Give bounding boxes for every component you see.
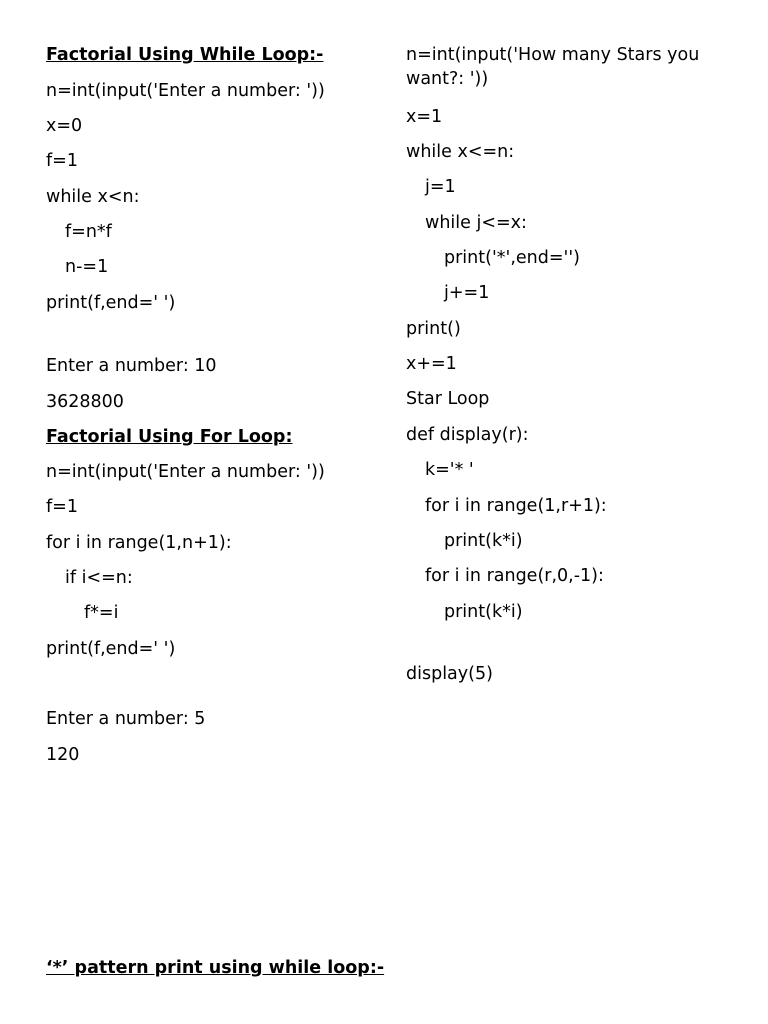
code-line: f=1 bbox=[46, 151, 78, 171]
code-line: k='* ' bbox=[425, 460, 474, 480]
code-line: print(k*i) bbox=[444, 602, 523, 622]
heading-pattern-while: ‘*’ pattern print using while loop:- bbox=[46, 958, 385, 978]
code-line: f*=i bbox=[84, 603, 119, 623]
code-line-input-prompt: n=int(input('How many Stars you want?: ')) bbox=[406, 45, 700, 89]
code-line: j+=1 bbox=[444, 283, 490, 303]
code-line: print(f,end=' ') bbox=[46, 639, 176, 659]
code-line: print(f,end=' ') bbox=[46, 293, 176, 313]
code-line: j=1 bbox=[425, 177, 456, 197]
code-line: f=n*f bbox=[65, 222, 112, 242]
output-line: Enter a number: 5 bbox=[46, 709, 206, 729]
code-line: print(k*i) bbox=[444, 531, 523, 551]
code-line: print('*',end='') bbox=[444, 248, 580, 268]
code-line: print() bbox=[406, 319, 461, 339]
code-line: for i in range(1,n+1): bbox=[46, 533, 232, 553]
code-line: n-=1 bbox=[65, 257, 109, 277]
code-line: if i<=n: bbox=[65, 568, 133, 588]
code-line: x=1 bbox=[406, 107, 443, 127]
code-line: while x<n: bbox=[46, 187, 140, 207]
code-line: f=1 bbox=[46, 497, 78, 517]
output-line: 120 bbox=[46, 745, 80, 765]
heading-factorial-for: Factorial Using For Loop: bbox=[46, 427, 293, 447]
code-line: x=0 bbox=[46, 116, 83, 136]
star-loop-label: Star Loop bbox=[406, 389, 490, 409]
code-line: n=int(input('Enter a number: ')) bbox=[46, 81, 325, 101]
code-line: for i in range(1,r+1): bbox=[425, 496, 607, 516]
code-line: def display(r): bbox=[406, 425, 529, 445]
output-line: Enter a number: 10 bbox=[46, 356, 217, 376]
code-line-call: display(5) bbox=[406, 664, 493, 684]
heading-factorial-while: Factorial Using While Loop:- bbox=[46, 45, 324, 65]
code-line: while j<=x: bbox=[425, 213, 527, 233]
code-line: while x<=n: bbox=[406, 142, 515, 162]
output-line: 3628800 bbox=[46, 392, 124, 412]
code-line: n=int(input('Enter a number: ')) bbox=[46, 462, 325, 482]
code-line: for i in range(r,0,-1): bbox=[425, 566, 604, 586]
code-line: x+=1 bbox=[406, 354, 457, 374]
